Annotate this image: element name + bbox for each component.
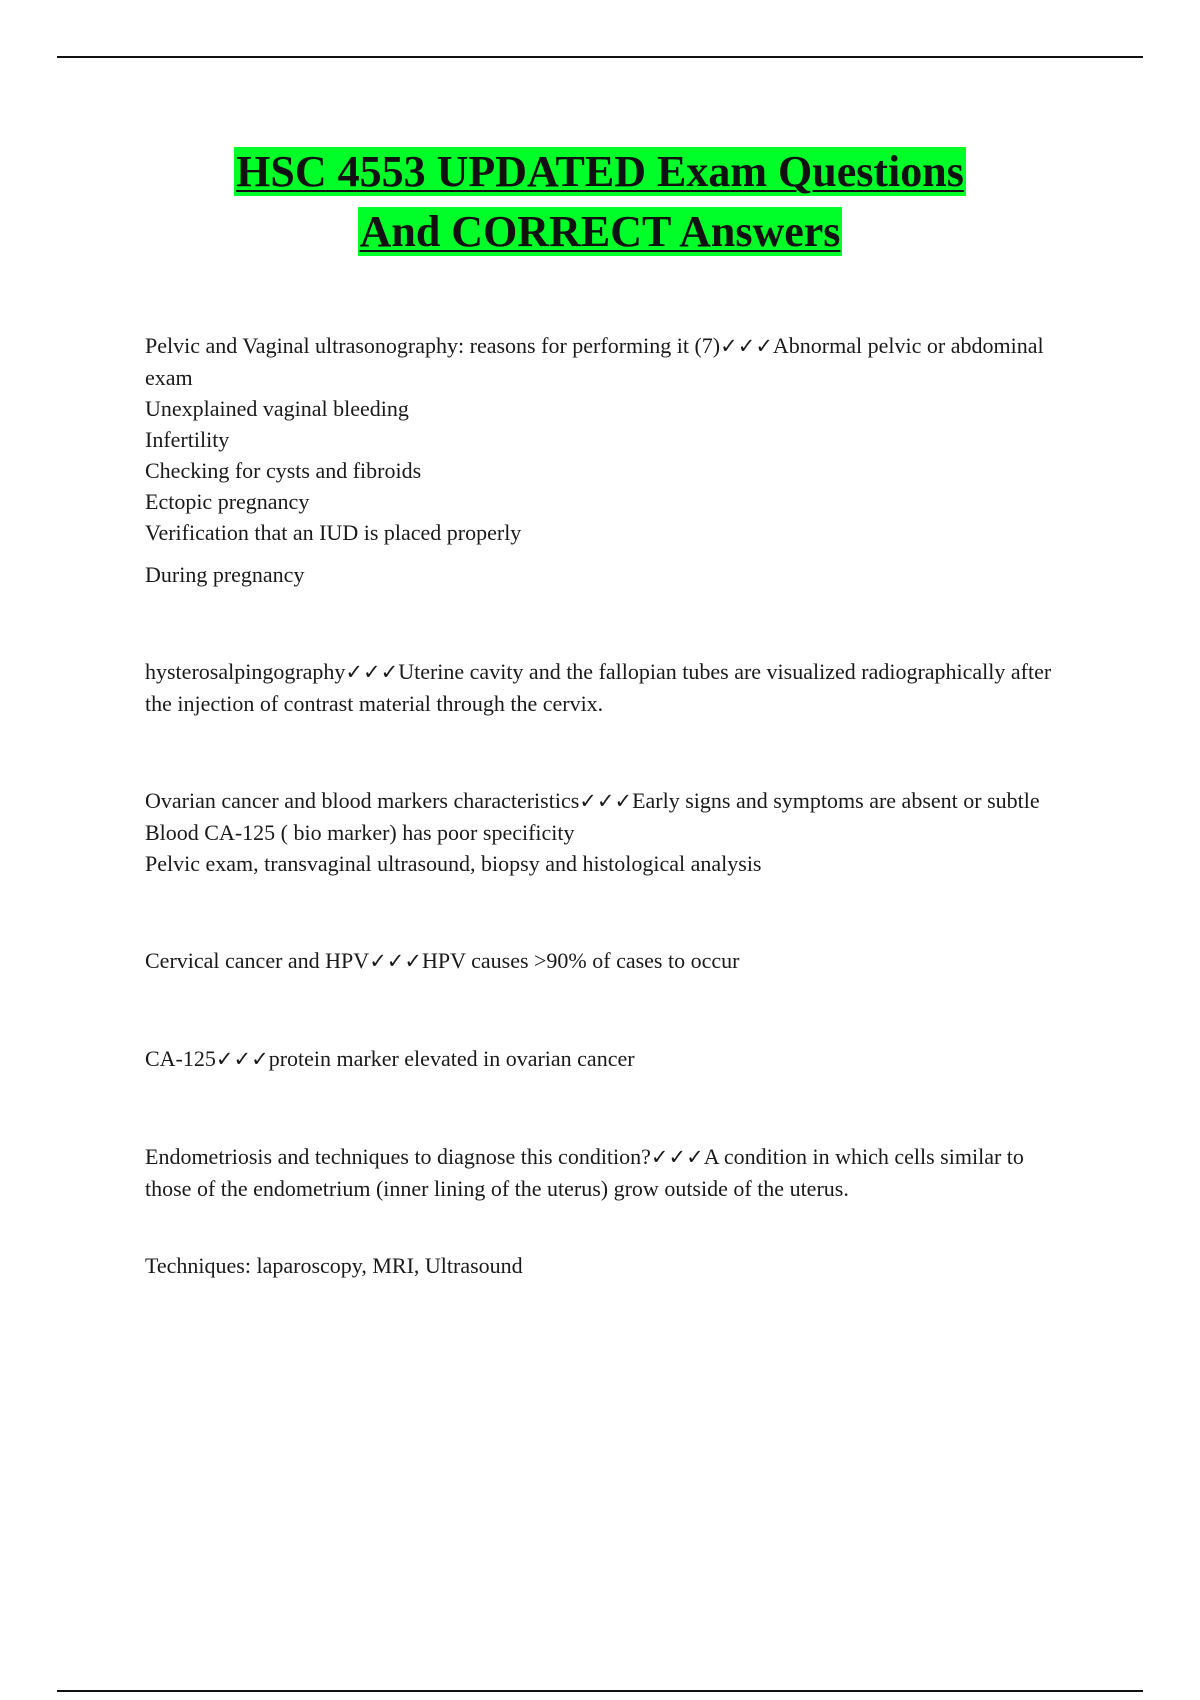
qa-line bbox=[145, 1043, 1055, 1075]
answer-text: HPV causes >90% of cases to occur bbox=[421, 948, 740, 973]
check-marks: ✓✓✓ bbox=[369, 949, 422, 973]
answer-text: Early signs and symptoms are absent or subtle bbox=[632, 788, 1040, 813]
qa-line bbox=[145, 656, 1055, 719]
answer-text: protein marker elevated in ovarian cancer bbox=[268, 1046, 635, 1071]
check-marks: ✓✓✓ bbox=[215, 1047, 269, 1071]
qa-entry bbox=[145, 330, 1055, 590]
qa-entry bbox=[145, 1043, 1055, 1075]
header-rule bbox=[57, 56, 1143, 58]
answer-text: A condition in which cells similar to those of the endometrium (inner lining of the uterus) grow outside of the uterus. bbox=[145, 1144, 1024, 1201]
answer-text: Abnormal pelvic or abdominal exam bbox=[145, 333, 1044, 390]
check-marks: ✓✓✓ bbox=[650, 1145, 704, 1169]
page-title bbox=[0, 142, 1200, 262]
answer-detail: Checking for cysts and fibroids bbox=[145, 458, 422, 483]
qa-line bbox=[145, 1141, 1055, 1204]
question-text: Cervical cancer and HPV bbox=[145, 948, 370, 973]
answer-detail: During pregnancy bbox=[145, 562, 305, 587]
qa-entry bbox=[145, 1141, 1055, 1281]
footer-rule bbox=[57, 1690, 1143, 1692]
answer-text: Uterine cavity and the fallopian tubes are visualized radiographically after the injection of contrast material through the cervix. bbox=[145, 659, 1052, 716]
question-text: hysterosalpingography bbox=[145, 659, 346, 684]
qa-entry bbox=[145, 945, 1055, 977]
answer-detail: Verification that an IUD is placed properly bbox=[145, 520, 522, 545]
answer-detail: Techniques: laparoscopy, MRI, Ultrasound bbox=[145, 1253, 523, 1278]
qa-entry bbox=[145, 785, 1055, 879]
title-line-2: And CORRECT Answers bbox=[359, 207, 841, 256]
answer-detail: Ectopic pregnancy bbox=[145, 489, 310, 514]
check-marks: ✓✓✓ bbox=[579, 789, 633, 813]
check-marks: ✓✓✓ bbox=[720, 334, 773, 358]
answer-detail: Blood CA-125 ( bio marker) has poor specificity bbox=[145, 820, 575, 845]
qa-entry bbox=[145, 656, 1055, 719]
qa-line bbox=[145, 785, 1055, 817]
answer-detail: Infertility bbox=[145, 427, 230, 452]
answer-detail: Pelvic exam, transvaginal ultrasound, biopsy and histological analysis bbox=[145, 851, 762, 876]
qa-line bbox=[145, 945, 1055, 977]
check-marks: ✓✓✓ bbox=[345, 660, 399, 684]
question-text: Ovarian cancer and blood markers characteristics bbox=[145, 788, 580, 813]
qa-content bbox=[145, 330, 1055, 1281]
title-line-1: HSC 4553 UPDATED Exam Questions bbox=[236, 147, 964, 196]
question-text: Endometriosis and techniques to diagnose this condition? bbox=[145, 1144, 651, 1169]
qa-line bbox=[145, 330, 1055, 393]
question-text: CA-125 bbox=[145, 1046, 216, 1071]
answer-detail: Unexplained vaginal bleeding bbox=[145, 396, 409, 421]
question-text: Pelvic and Vaginal ultrasonography: reasons for performing it (7) bbox=[145, 333, 721, 358]
